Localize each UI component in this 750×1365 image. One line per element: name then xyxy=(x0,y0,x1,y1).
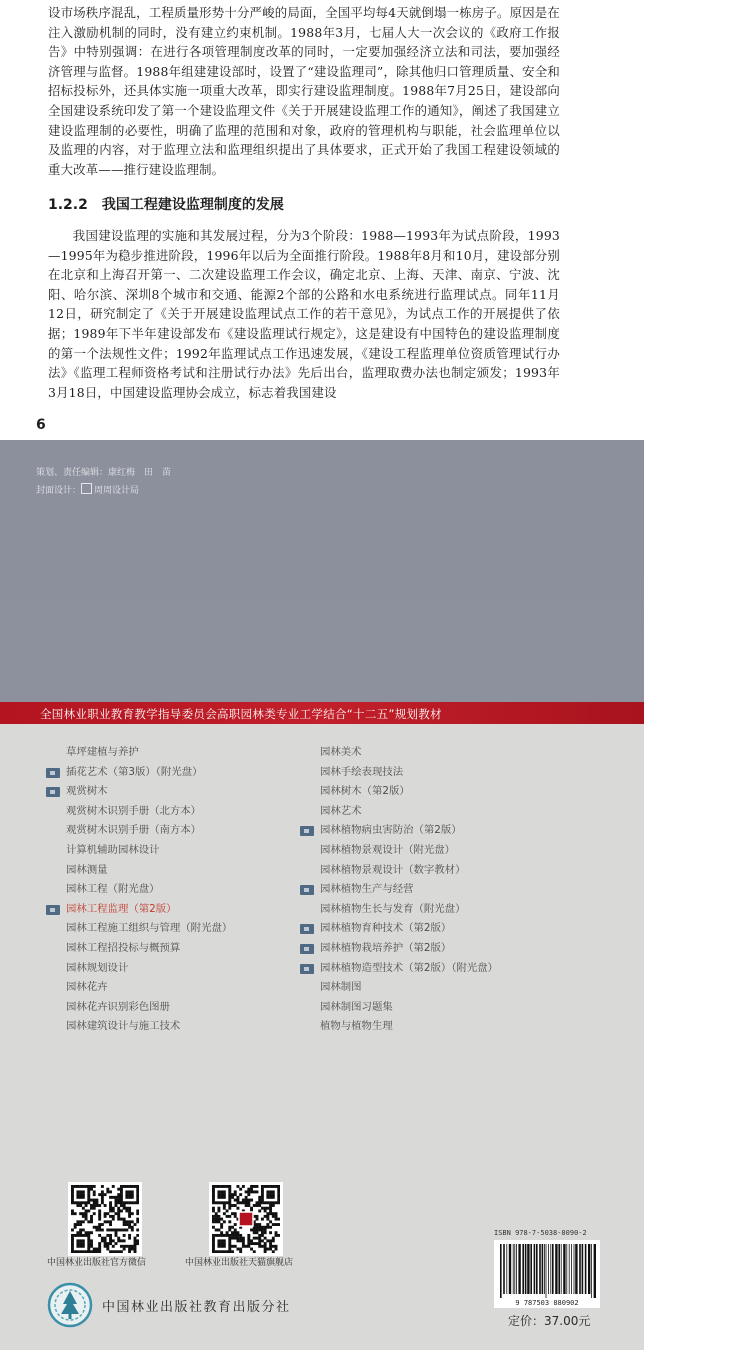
book-title: 园林规划设计 xyxy=(66,961,129,974)
section-heading xyxy=(48,194,284,214)
qr-tmall-caption: 中国林业出版社天猫旗舰店 xyxy=(185,1258,294,1268)
book-item xyxy=(300,841,560,861)
design-credit-name: 周周设计局 xyxy=(94,486,140,496)
book-item xyxy=(300,919,560,939)
book-item xyxy=(300,880,560,900)
book-item xyxy=(46,821,286,841)
design-credit-label: 封面设计： xyxy=(36,486,82,496)
book-title: 园林植物病虫害防治（第2版） xyxy=(320,824,462,837)
price: 定价：37.00元 xyxy=(508,1314,591,1328)
disc-icon xyxy=(46,768,60,778)
book-title: 园林工程施工组织与管理（附光盘） xyxy=(66,922,233,935)
disc-icon xyxy=(300,944,314,954)
book-item xyxy=(46,900,286,920)
book-item xyxy=(300,998,560,1018)
book-title: 观赏树木识别手册（南方本） xyxy=(66,824,202,837)
book-item xyxy=(300,1017,560,1037)
book-list-right xyxy=(300,743,560,1037)
book-title: 园林美术 xyxy=(320,746,362,758)
book-title: 园林植物栽培养护（第2版） xyxy=(320,941,452,954)
disc-icon xyxy=(300,964,314,974)
book-item xyxy=(300,743,560,763)
book-title: 园林手绘表现技法 xyxy=(320,765,404,778)
book-item xyxy=(46,1017,286,1037)
book-title: 观赏树木识别手册（北方本） xyxy=(66,804,202,817)
book-title: 园林制图习题集 xyxy=(320,1000,393,1013)
book-title: 园林花卉 xyxy=(66,981,108,994)
book-page xyxy=(0,0,750,440)
book-item xyxy=(46,959,286,979)
book-item xyxy=(46,880,286,900)
book-item xyxy=(300,782,560,802)
publisher-logo-icon xyxy=(47,1282,93,1328)
book-item xyxy=(300,939,560,959)
book-item xyxy=(46,841,286,861)
book-title: 园林工程监理（第2版） xyxy=(66,902,177,915)
book-item xyxy=(46,861,286,881)
qr-code-icon xyxy=(71,1185,139,1253)
book-item xyxy=(46,939,286,959)
book-title: 园林植物生产与经营 xyxy=(320,883,414,896)
qr-wechat-caption: 中国林业出版社官方微信 xyxy=(47,1258,147,1268)
qr-code-wechat xyxy=(68,1182,142,1256)
book-title: 园林植物景观设计（数字教材） xyxy=(320,863,466,876)
book-title: 园林植物景观设计（附光盘） xyxy=(320,843,456,856)
paragraph-2: 我国建设监理的实施和其发展过程，分为3个阶段：1988—1993年为试点阶段，1993—1995年为稳步推进阶段，1996年以后为全面推行阶段。1988年8月和10月，建设部分别在北京和上海召开第一、二次建设监理工作会议，确定北京、上海、天津、南京、宁波、沈阳、哈尔滨、深圳8个城市和交通、能源2个部的公路和水电系统进行监理试点。同年11月12日，研究制定了《关于开展建设监理试点工作的若干意见》，为试点工作的开展提供了依据；1989年下半年建设部发布《建设监理试行规定》，这是建设有中国特色的建设监理制度的第一个法规性文件；1992年监理试点工作迅速发展，《建设工程监理单位资质管理试行办法》《监理工程师资格考试和注册试行办法》先后出台，监理取费办法也制定颁发；1993年3月18日，中国建设监理协会成立，标志着我国建设 xyxy=(48,228,560,400)
book-item xyxy=(300,861,560,881)
barcode xyxy=(494,1240,600,1308)
editor-credit: 策划、责任编辑：康红梅 田 苗 xyxy=(36,468,172,478)
barcode-digits: 9 787503 880902 xyxy=(515,1299,579,1307)
back-cover xyxy=(0,440,644,1350)
disc-icon xyxy=(300,885,314,895)
book-title: 园林植物造型技术（第2版）（附光盘） xyxy=(320,961,499,974)
disc-icon xyxy=(300,924,314,934)
publisher-name: 中国林业出版社教育出版分社 xyxy=(102,1300,291,1315)
disc-icon xyxy=(46,787,60,797)
series-banner xyxy=(0,702,644,724)
disc-icon xyxy=(46,905,60,915)
book-item xyxy=(300,763,560,783)
book-title: 园林植物生长与发育（附光盘） xyxy=(320,902,466,915)
section-title: 我国工程建设监理制度的发展 xyxy=(101,197,284,213)
book-item xyxy=(46,782,286,802)
barcode-icon xyxy=(494,1240,600,1308)
book-title: 园林工程招投标与概预算 xyxy=(66,941,181,954)
disc-icon xyxy=(300,826,314,836)
book-item xyxy=(46,743,286,763)
book-item xyxy=(300,821,560,841)
book-item xyxy=(46,998,286,1018)
series-title: 全国林业职业教育教学指导委员会高职园林类专业工学结合“十二五”规划教材 xyxy=(40,707,442,721)
book-title: 计算机辅助园林设计 xyxy=(66,843,160,856)
book-title: 园林树木（第2版） xyxy=(320,785,410,798)
book-item xyxy=(46,802,286,822)
book-item xyxy=(46,763,286,783)
book-item xyxy=(300,959,560,979)
isbn-text: ISBN 978-7-5038-8090-2 xyxy=(494,1229,587,1237)
paragraph-1: 设市场秩序混乱，工程质量形势十分严峻的局面，全国平均每4天就倒塌一栋房子。原因是在注入激励机制的同时，没有建立约束机制。1988年3月，七届人大一次会议的《政府工作报告》中特别强调：在进行各项管理制度改革的同时，一定要加强经济立法和司法，要加强经济管理与监督。1988年组建建设部时，设置了“建设监理司”，除其他归口管理质量、安全和招标投标外，还具体实施一项重大改革，即实行建设监理制度。1988年7月25日，建设部向全国建设系统印发了第一个建设监理文件《关于开展建设监理工作的通知》，阐述了我国建立建设监理制的必要性，明确了监理的范围和对象，政府的管理机构与职能，社会监理单位以及监理的内容，对于监理立法和监理组织提出了具体要求，正式开始了我国工程建设领域的重大改革——推行建设监理制。 xyxy=(48,5,560,177)
book-title: 观赏树木 xyxy=(66,785,108,798)
book-title: 园林植物育种技术（第2版） xyxy=(320,922,452,935)
book-title: 园林工程（附光盘） xyxy=(66,883,160,896)
book-title: 园林制图 xyxy=(320,981,362,994)
book-list-left xyxy=(46,743,286,1037)
book-title: 园林测量 xyxy=(66,863,108,876)
qr-code-tmall xyxy=(209,1182,283,1256)
section-number: 1.2.2 xyxy=(48,197,88,213)
book-item xyxy=(300,802,560,822)
book-title: 草坪建植与养护 xyxy=(66,746,139,758)
book-title: 园林艺术 xyxy=(320,804,362,817)
book-item xyxy=(300,900,560,920)
book-item xyxy=(46,919,286,939)
qr-code-icon xyxy=(212,1185,280,1253)
book-title: 园林建筑设计与施工技术 xyxy=(66,1020,181,1033)
book-item xyxy=(300,978,560,998)
book-title: 园林花卉识别彩色图册 xyxy=(66,1000,170,1013)
page-number: 6 xyxy=(36,417,46,433)
book-title: 插花艺术（第3版）（附光盘） xyxy=(66,765,203,778)
cover-top-band xyxy=(0,440,644,702)
book-item xyxy=(46,978,286,998)
studio-logo-icon xyxy=(81,483,92,494)
book-title: 植物与植物生理 xyxy=(320,1020,393,1033)
design-credit xyxy=(36,483,139,496)
